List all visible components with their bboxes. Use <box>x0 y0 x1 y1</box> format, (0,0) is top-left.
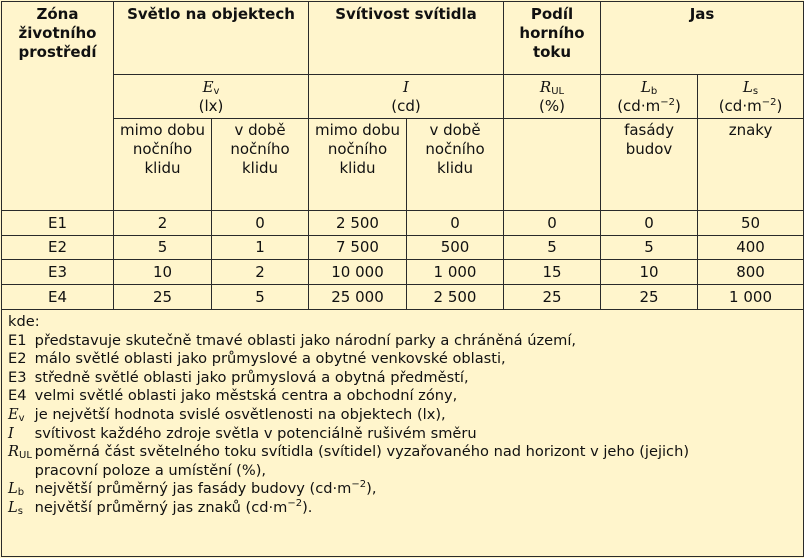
zone-cell: E1 <box>2 211 114 236</box>
i-outside-cell: 25 000 <box>309 285 407 310</box>
note-e3: E3 středně světlé oblasti jako průmyslová a obytná předměstí, <box>8 368 469 386</box>
lb-cell: 5 <box>601 236 698 260</box>
table-row <box>2 211 804 236</box>
header-row <box>2 2 804 75</box>
note-e2: E2 málo světlé oblasti jako průmyslové a obytné venkovské oblasti, <box>8 350 506 368</box>
lb-cell: 10 <box>601 260 698 285</box>
rul-cell: 15 <box>504 260 601 285</box>
ev-during-cell: 1 <box>212 236 309 260</box>
ev-during-cell: 2 <box>212 260 309 285</box>
facades-header: fasády budov <box>601 119 698 211</box>
ev-outside-cell: 2 <box>114 211 212 236</box>
zone-header: Zóna životního prostředí <box>2 2 114 211</box>
ev-outside-cell: 10 <box>114 260 212 285</box>
rul-cell: 25 <box>504 285 601 310</box>
units-row <box>2 75 804 119</box>
ev-outside-cell: 5 <box>114 236 212 260</box>
ev-during-cell: 0 <box>212 211 309 236</box>
zone-cell: E3 <box>2 260 114 285</box>
table-row <box>2 285 804 310</box>
lb-cell: 0 <box>601 211 698 236</box>
ls-unit-cell: $L_s$ $(cd\cdot m^{-2})$ <box>698 75 804 119</box>
rul-cell: 5 <box>504 236 601 260</box>
i-unit-cell: I (cd) <box>309 75 504 119</box>
luminous-intensity-header: Svítivost svítidla <box>309 2 504 75</box>
i-during-cell: 0 <box>407 211 504 236</box>
ls-cell: 400 <box>698 236 804 260</box>
ls-cell: 800 <box>698 260 804 285</box>
light-pollution-limits-table <box>1 1 804 557</box>
i-during-cell: 1 000 <box>407 260 504 285</box>
table-row <box>2 236 804 260</box>
note-e4: E4 velmi světlé oblasti jako městská centra a obchodní zóny, <box>8 387 458 405</box>
i-outside-cell: 7 500 <box>309 236 407 260</box>
luminance-header: Jas <box>601 2 804 75</box>
ev-during-cell: 5 <box>212 285 309 310</box>
notes-intro: kde: <box>8 313 40 330</box>
lb-unit-cell: $L_b$ $(cd\cdot m^{-2})$ <box>601 75 698 119</box>
note-rul-continued: pracovní poloze a umístění (%), <box>34 461 267 479</box>
zone-cell: E2 <box>2 236 114 260</box>
lb-cell: 25 <box>601 285 698 310</box>
note-i: I svítivost každého zdroje světla v potenciálně rušivém směru <box>8 424 477 442</box>
rul-cell: 0 <box>504 211 601 236</box>
note-ev: $E_v$ je největší hodnota svislé osvětlenosti na objektech (lx), <box>8 405 446 424</box>
light-on-objects-header: Světlo na objektech <box>114 2 309 75</box>
notes-row <box>2 310 804 557</box>
i-during-cell: 500 <box>407 236 504 260</box>
rul-empty-subheader <box>504 119 601 211</box>
ls-cell: 1 000 <box>698 285 804 310</box>
subheader-row <box>2 119 804 211</box>
note-rul: $R_{UL}$ poměrná část světelného toku svítidla (svítidel) vyzařovaného nad horizont v jeho (jejich) <box>8 443 690 462</box>
upper-flux-header: Podíl horního toku <box>504 2 601 75</box>
ev-outside-curfew-header: mimo dobu nočního klidu <box>114 119 212 211</box>
note-ls: $L_s$ největší průměrný jas znaků $(cd\cdot m^{-2})$. <box>8 497 313 517</box>
i-outside-cell: 10 000 <box>309 260 407 285</box>
i-outside-cell: 2 500 <box>309 211 407 236</box>
rul-unit-cell: $R_{UL}$ (%) <box>504 75 601 119</box>
i-during-curfew-header: v době nočního klidu <box>407 119 504 211</box>
note-e1: E1 představuje skutečně tmavé oblasti jako národní parky a chráněná území, <box>8 331 577 349</box>
table-row <box>2 260 804 285</box>
legend-notes <box>2 310 804 557</box>
ls-cell: 50 <box>698 211 804 236</box>
ev-during-curfew-header: v době nočního klidu <box>212 119 309 211</box>
ev-outside-cell: 25 <box>114 285 212 310</box>
i-during-cell: 2 500 <box>407 285 504 310</box>
note-lb: $L_b$ největší průměrný jas fasády budovy $(cd\cdot m^{-2})$, <box>8 479 377 499</box>
i-outside-curfew-header: mimo dobu nočního klidu <box>309 119 407 211</box>
zone-cell: E4 <box>2 285 114 310</box>
signs-header: znaky <box>698 119 804 211</box>
ev-unit-cell: $E_v$ (lx) <box>114 75 309 119</box>
